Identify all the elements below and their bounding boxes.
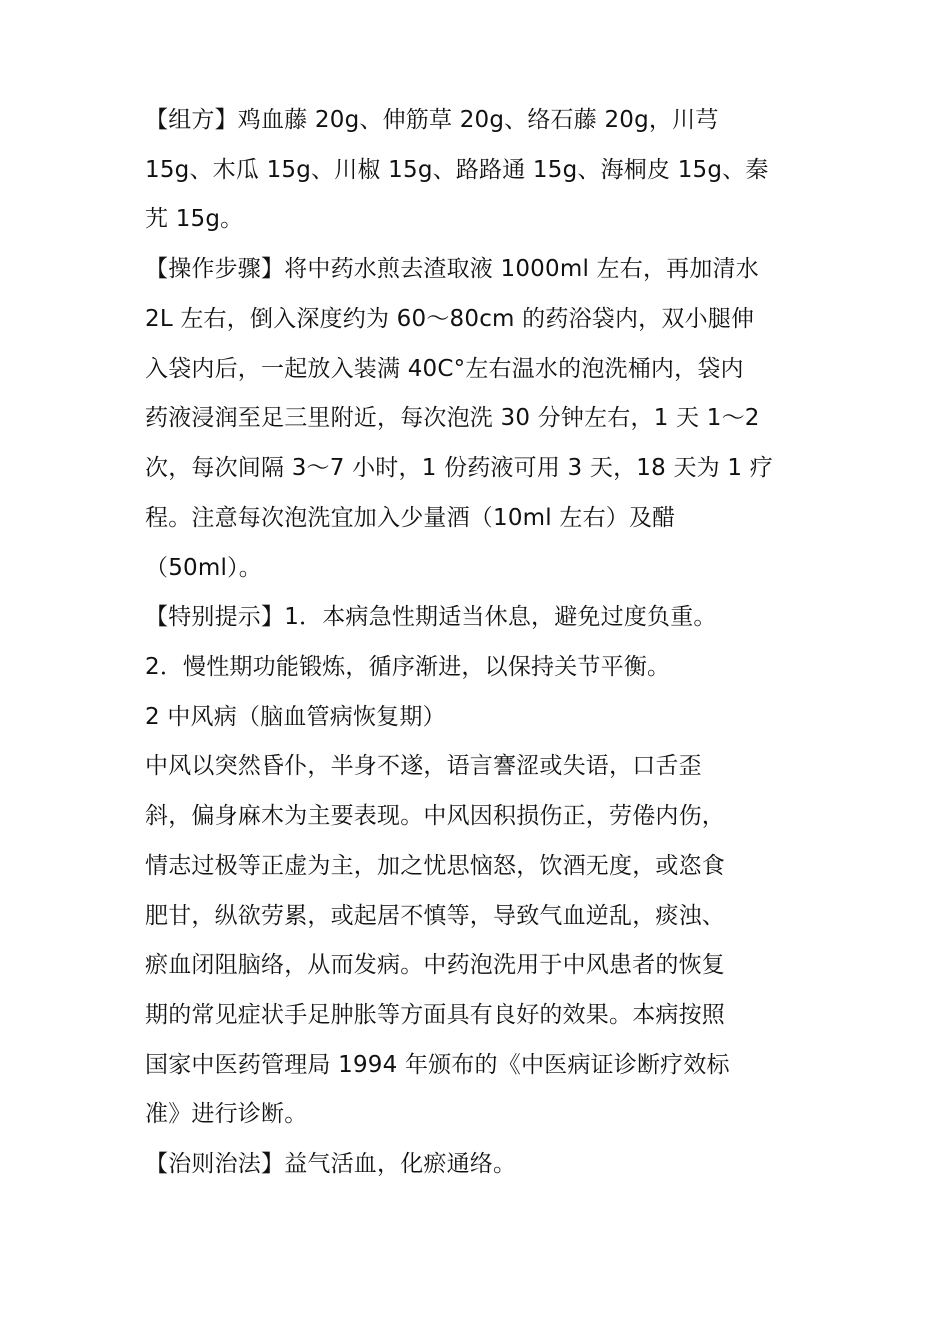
formula-line-2: 15g、木瓜 15g、川椒 15g、路路通 15g、海桐皮 15g、秦: [145, 157, 769, 183]
procedure-line-4: 药液浸润至足三里附近，每次泡洗 30 分钟左右，1 天 1～2: [145, 405, 760, 431]
description-line-1: 中风以突然昏仆，半身不遂，语言謇涩或失语，口舌歪: [145, 753, 702, 779]
description-line-2: 斜，偏身麻木为主要表现。中风因积损伤正，劳倦内伤，: [145, 803, 725, 829]
procedure-line-7: （50ml）。: [145, 555, 262, 581]
procedure-line-2: 2L 左右，倒入深度约为 60～80cm 的药浴袋内，双小腿伸: [145, 306, 755, 332]
special-note-line-1: 【特别提示】1．本病急性期适当休息，避免过度负重。: [145, 604, 717, 630]
description-line-8: 准》进行诊断。: [145, 1101, 308, 1127]
description-line-3: 情志过极等正虚为主，加之忧思恼怒，饮酒无度，或恣食: [145, 853, 725, 879]
description-line-4: 肥甘，纵欲劳累，或起居不慎等，导致气血逆乱，痰浊、: [145, 903, 725, 929]
procedure-line-3: 入袋内后，一起放入装满 40C°左右温水的泡洗桶内，袋内: [145, 356, 744, 382]
formula-line-3: 艽 15g。: [145, 206, 244, 232]
description-line-5: 瘀血闭阻脑络，从而发病。中药泡洗用于中风患者的恢复: [145, 952, 725, 978]
procedure-line-5: 次，每次间隔 3～7 小时，1 份药液可用 3 天，18 天为 1 疗: [145, 455, 773, 481]
formula-line-1: 【组方】鸡血藤 20g、伸筋草 20g、络石藤 20g，川芎: [145, 107, 719, 133]
description-line-6: 期的常见症状手足肿胀等方面具有良好的效果。本病按照: [145, 1002, 725, 1028]
treatment-principle-line: 【治则治法】益气活血，化瘀通络。: [145, 1151, 517, 1177]
special-note-line-2: 2．慢性期功能锻炼，循序渐进，以保持关节平衡。: [145, 654, 671, 680]
procedure-line-1: 【操作步骤】将中药水煎去渣取液 1000ml 左右，再加清水: [145, 256, 759, 282]
description-line-7: 国家中医药管理局 1994 年颁布的《中医病证诊断疗效标: [145, 1052, 730, 1078]
procedure-line-6: 程。注意每次泡洗宜加入少量酒（10ml 左右）及醋: [145, 505, 676, 531]
section-heading: 2 中风病（脑血管病恢复期）: [145, 704, 446, 730]
